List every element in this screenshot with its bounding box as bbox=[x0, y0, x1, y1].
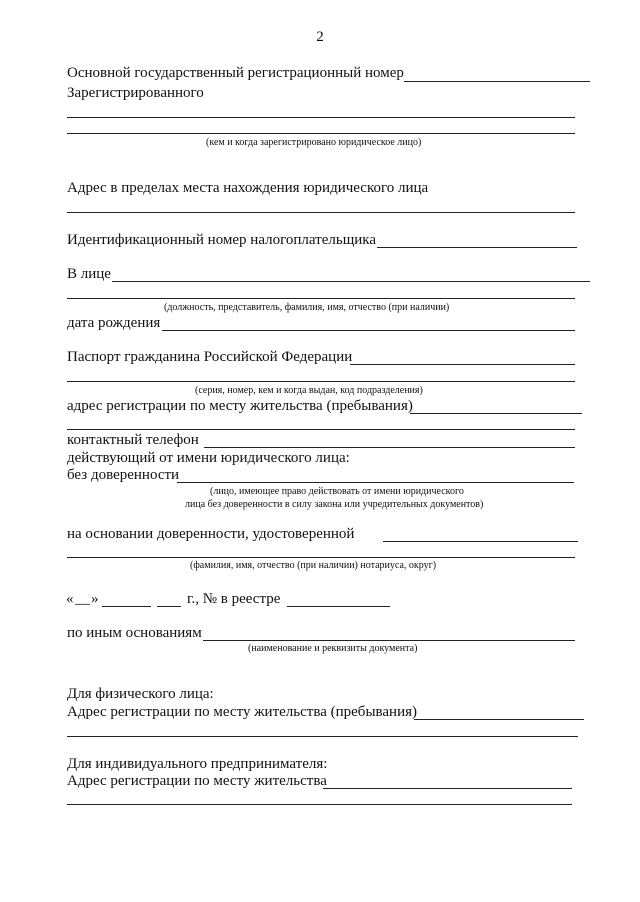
individual-address-field[interactable] bbox=[414, 719, 584, 720]
authority-caption-2: лица без доверенности в силу закона или учредительных документов) bbox=[185, 499, 484, 510]
passport-label: Паспорт гражданина Российской Федерации bbox=[67, 349, 353, 365]
inn-label: Идентификационный номер налогоплательщика bbox=[67, 232, 377, 248]
page-number: 2 bbox=[316, 29, 324, 45]
inn-field[interactable] bbox=[377, 247, 577, 248]
ogrn-field[interactable] bbox=[404, 81, 590, 82]
entrepreneur-address-field-line-2[interactable] bbox=[67, 804, 572, 805]
individual-address-field-line-2[interactable] bbox=[67, 736, 578, 737]
address-le-field[interactable] bbox=[67, 212, 575, 213]
year-registry-label: г., № в реестре bbox=[187, 591, 281, 607]
passport-caption: (серия, номер, кем и когда выдан, код подразделения) bbox=[195, 385, 423, 396]
other-basis-label: по иным основаниям bbox=[67, 625, 202, 641]
date-year-field[interactable] bbox=[157, 606, 181, 607]
acting-label: действующий от имени юридического лица: bbox=[67, 450, 350, 466]
ogrn-label: Основной государственный регистрационный номер bbox=[67, 65, 404, 81]
registered-label: Зарегистрированного bbox=[67, 85, 204, 101]
address-le-label: Адрес в пределах места нахождения юридического лица bbox=[67, 180, 429, 196]
entrepreneur-title: Для индивидуального предпринимателя: bbox=[67, 756, 328, 772]
registered-field-line-2[interactable] bbox=[67, 133, 575, 134]
other-basis-field[interactable] bbox=[203, 640, 575, 641]
passport-field[interactable] bbox=[350, 364, 575, 365]
individual-title: Для физического лица: bbox=[67, 686, 214, 702]
without-poa-field[interactable] bbox=[177, 482, 574, 483]
document-caption: (наименование и реквизиты документа) bbox=[248, 643, 418, 654]
without-poa-label: без доверенности bbox=[67, 467, 180, 483]
date-open-quote: « bbox=[66, 591, 74, 607]
poa-field-line-2[interactable] bbox=[67, 557, 575, 558]
passport-field-line-2[interactable] bbox=[67, 381, 575, 382]
individual-address-label: Адрес регистрации по месту жительства (пребывания) bbox=[67, 704, 418, 720]
reg-address-label: адрес регистрации по месту жительства (пребывания) bbox=[67, 398, 413, 414]
v-litse-field-line-2[interactable] bbox=[67, 298, 575, 299]
registry-number-field[interactable] bbox=[287, 606, 390, 607]
reg-address-field[interactable] bbox=[410, 413, 582, 414]
date-day-blank[interactable]: __ bbox=[75, 591, 90, 607]
phone-field[interactable] bbox=[204, 447, 575, 448]
notary-caption: (фамилия, имя, отчество (при наличии) нотариуса, округ) bbox=[190, 560, 437, 571]
v-litse-label: В лице bbox=[67, 266, 111, 282]
authority-caption-1: (лицо, имеющее право действовать от имени юридического bbox=[210, 486, 464, 497]
registered-caption: (кем и когда зарегистрировано юридическое лицо) bbox=[206, 137, 422, 148]
reg-address-field-line-2[interactable] bbox=[67, 429, 575, 430]
phone-label: контактный телефон bbox=[67, 432, 199, 448]
poa-field[interactable] bbox=[383, 541, 578, 542]
person-caption: (должность, представитель, фамилия, имя, отчество (при наличии) bbox=[164, 302, 450, 313]
birth-date-field[interactable] bbox=[162, 330, 575, 331]
poa-label: на основании доверенности, удостоверенной bbox=[67, 526, 355, 542]
entrepreneur-address-label: Адрес регистрации по месту жительства bbox=[67, 773, 327, 789]
registered-field-line-1[interactable] bbox=[67, 117, 575, 118]
date-month-field[interactable] bbox=[102, 606, 151, 607]
birth-date-label: дата рождения bbox=[67, 315, 161, 331]
entrepreneur-address-field[interactable] bbox=[323, 788, 572, 789]
date-close-quote: » bbox=[91, 591, 99, 607]
v-litse-field[interactable] bbox=[112, 281, 590, 282]
